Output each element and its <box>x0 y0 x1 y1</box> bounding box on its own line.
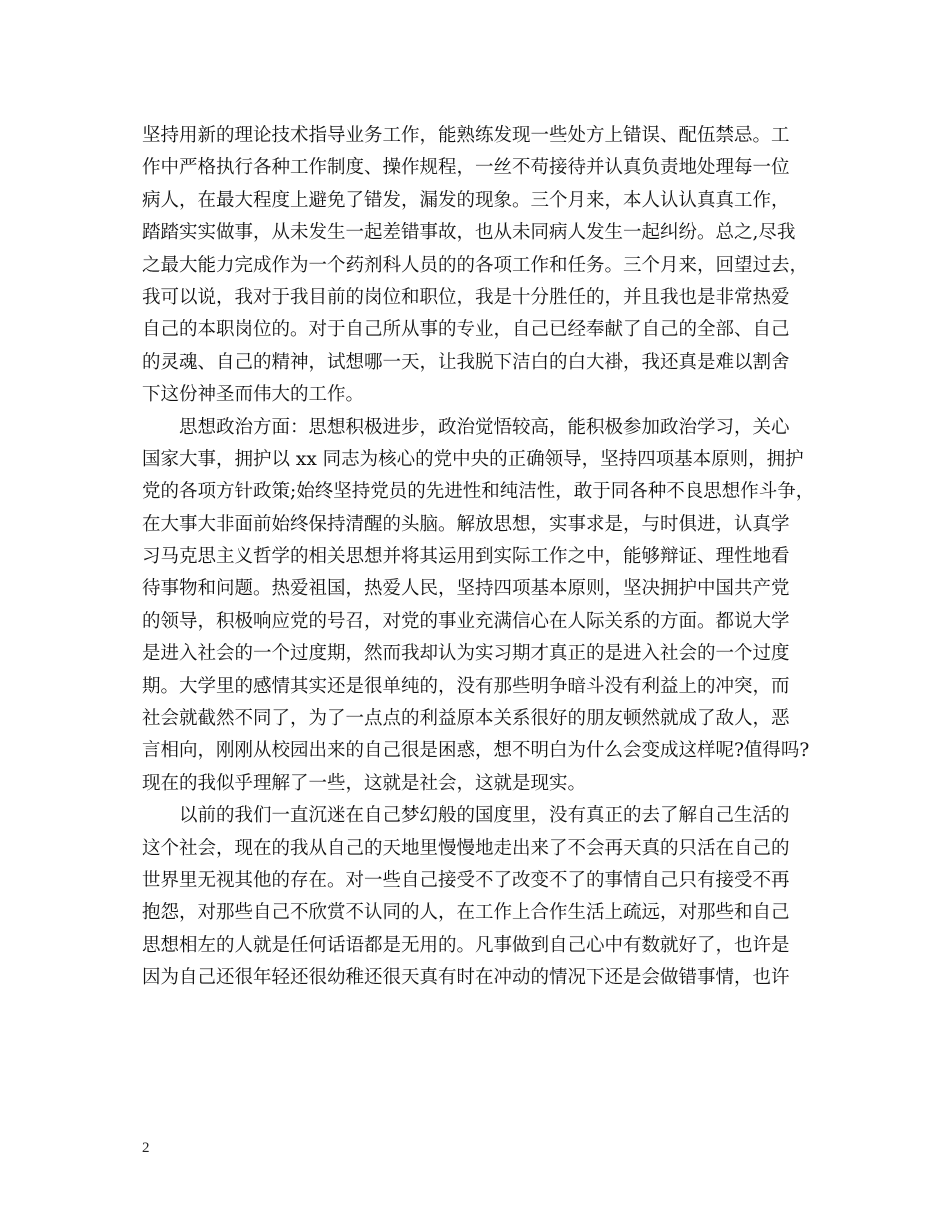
text-line: 之最大能力完成作为一个药剂科人员的的各项工作和任务。三个月来，回望过去， <box>142 254 809 276</box>
text-line: 习马克思主义哲学的相关思想并将其运用到实际工作之中，能够辩证、理性地看 <box>142 546 790 568</box>
text-line: 思想政治方面：思想积极进步，政治觉悟较高，能积极参加政治学习，关心 <box>179 416 790 438</box>
text-line: 抱怨，对那些自己不欣赏不认同的人，在工作上合作生活上疏远，对那些和自己 <box>142 902 790 924</box>
text-line: 以前的我们一直沉迷在自己梦幻般的国度里，没有真正的去了解自己生活的 <box>179 805 790 827</box>
document-body <box>142 120 822 995</box>
text-line: 世界里无视其他的存在。对一些自己接受不了改变不了的事情自己只有接受不再 <box>142 869 790 891</box>
text-line: 这个社会，现在的我从自己的天地里慢慢地走出来了不会再天真的只活在自己的 <box>142 837 790 859</box>
paragraph <box>142 800 822 994</box>
text-line: 期。大学里的感情其实还是很单纯的，没有那些明争暗斗没有利益上的冲突，而 <box>142 675 790 697</box>
text-line: 社会就截然不同了，为了一点点的利益原本关系很好的朋友顿然就成了敌人，恶 <box>142 708 790 730</box>
page-number: 2 <box>142 1140 150 1156</box>
paragraph <box>142 120 822 412</box>
text-line: 坚持用新的理论技术指导业务工作，能熟练发现一些处方上错误、配伍禁忌。工 <box>142 125 790 146</box>
text-line: 的领导，积极响应党的号召，对党的事业充满信心在人际关系的方面。都说大学 <box>142 610 790 632</box>
text-line: 思想相左的人就是任何话语都是无用的。凡事做到自己心中有数就好了，也许是 <box>142 934 790 956</box>
text-line: 作中严格执行各种工作制度、操作规程，一丝不苟接待并认真负责地处理每一位 <box>142 157 790 179</box>
text-line: 国家大事，拥护以 xx 同志为核心的党中央的正确领导，坚持四项基本原则，拥护 <box>142 448 804 470</box>
text-line: 现在的我似乎理解了一些，这就是社会，这就是现实。 <box>142 772 587 794</box>
text-line: 我可以说，我对于我目前的岗位和职位，我是十分胜任的，并且我也是非常热爱 <box>142 286 790 308</box>
text-line: 在大事大非面前始终保持清醒的头脑。解放思想，实事求是，与时俱进，认真学 <box>142 513 790 535</box>
text-line: 是进入社会的一个过度期，然而我却认为实习期才真正的是进入社会的一个过度 <box>142 643 790 665</box>
text-line: 的灵魂、自己的精神，试想哪一天，让我脱下洁白的白大褂，我还真是难以割舍 <box>142 351 790 373</box>
text-line: 病人，在最大程度上避免了错发，漏发的现象。三个月来，本人认认真真工作， <box>142 189 790 211</box>
text-line: 言相向，刚刚从校园出来的自己很是困惑，想不明白为什么会变成这样呢?值得吗? <box>142 740 810 762</box>
text-line: 党的各项方针政策;始终坚持党员的先进性和纯洁性，敢于同各种不良思想作斗争， <box>142 481 815 503</box>
text-line: 踏踏实实做事，从未发生一起差错事故，也从未同病人发生一起纠纷。总之,尽我 <box>142 222 796 244</box>
text-line: 自己的本职岗位的。对于自己所从事的专业，自己已经奉献了自己的全部、自己 <box>142 319 790 341</box>
text-line: 因为自己还很年轻还很幼稚还很天真有时在冲动的情况下还是会做错事情，也许 <box>142 967 790 989</box>
text-line: 下这份神圣而伟大的工作。 <box>142 384 365 406</box>
text-line: 待事物和问题。热爱祖国，热爱人民，坚持四项基本原则，坚决拥护中国共产党 <box>142 578 790 600</box>
paragraph <box>142 412 822 801</box>
